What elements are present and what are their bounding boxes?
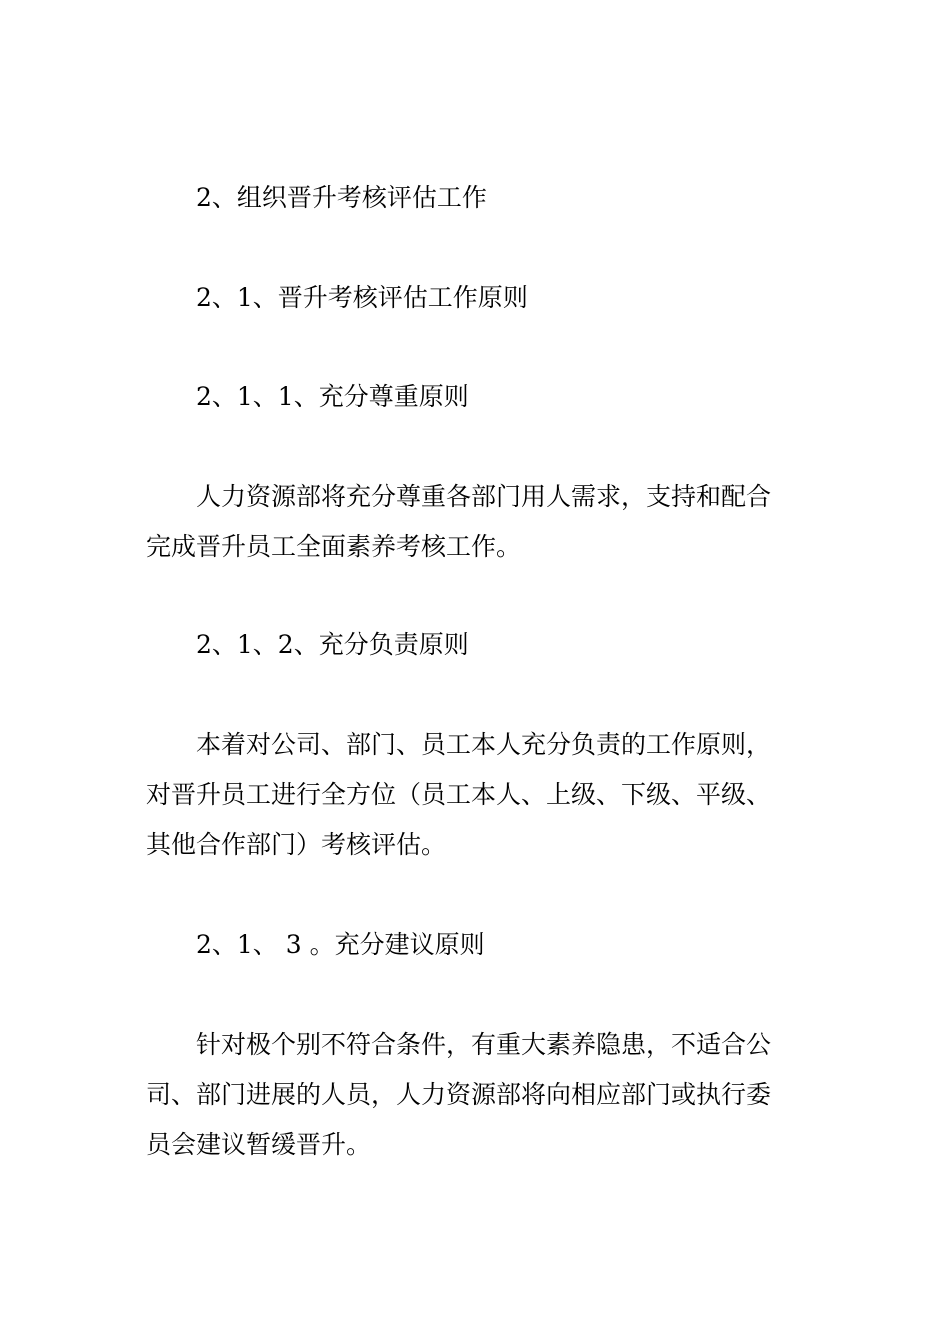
paragraph-responsible [146,720,810,870]
paragraph-line: 员会建议暂缓晋升。 [146,1130,372,1159]
heading-2-1-1: 2、1、1、充分尊重原则 [196,382,469,411]
paragraph-line: 其他合作部门）考核评估。 [146,830,447,859]
paragraph-line: 人力资源部将充分尊重各部门用人需求，支持和配合 [196,482,772,511]
paragraph-respect [146,472,810,572]
heading-2-1-3: 2、1、 3 。充分建议原则 [196,930,485,959]
heading-2-1: 2、1、晋升考核评估工作原则 [196,283,528,312]
paragraph-line: 针对极个别不符合条件，有重大素养隐患，不适合公 [196,1030,772,1059]
paragraph-line: 本着对公司、部门、员工本人充分负责的工作原则， [196,730,772,759]
heading-2: 2、组织晋升考核评估工作 [196,183,487,212]
paragraph-line: 司、部门进展的人员，人力资源部将向相应部门或执行委 [146,1080,772,1109]
paragraph-suggest [146,1020,810,1170]
heading-2-1-2: 2、1、2、充分负责原则 [196,630,469,659]
paragraph-line: 完成晋升员工全面素养考核工作。 [146,532,522,561]
paragraph-line: 对晋升员工进行全方位（员工本人、上级、下级、平级、 [146,780,772,809]
